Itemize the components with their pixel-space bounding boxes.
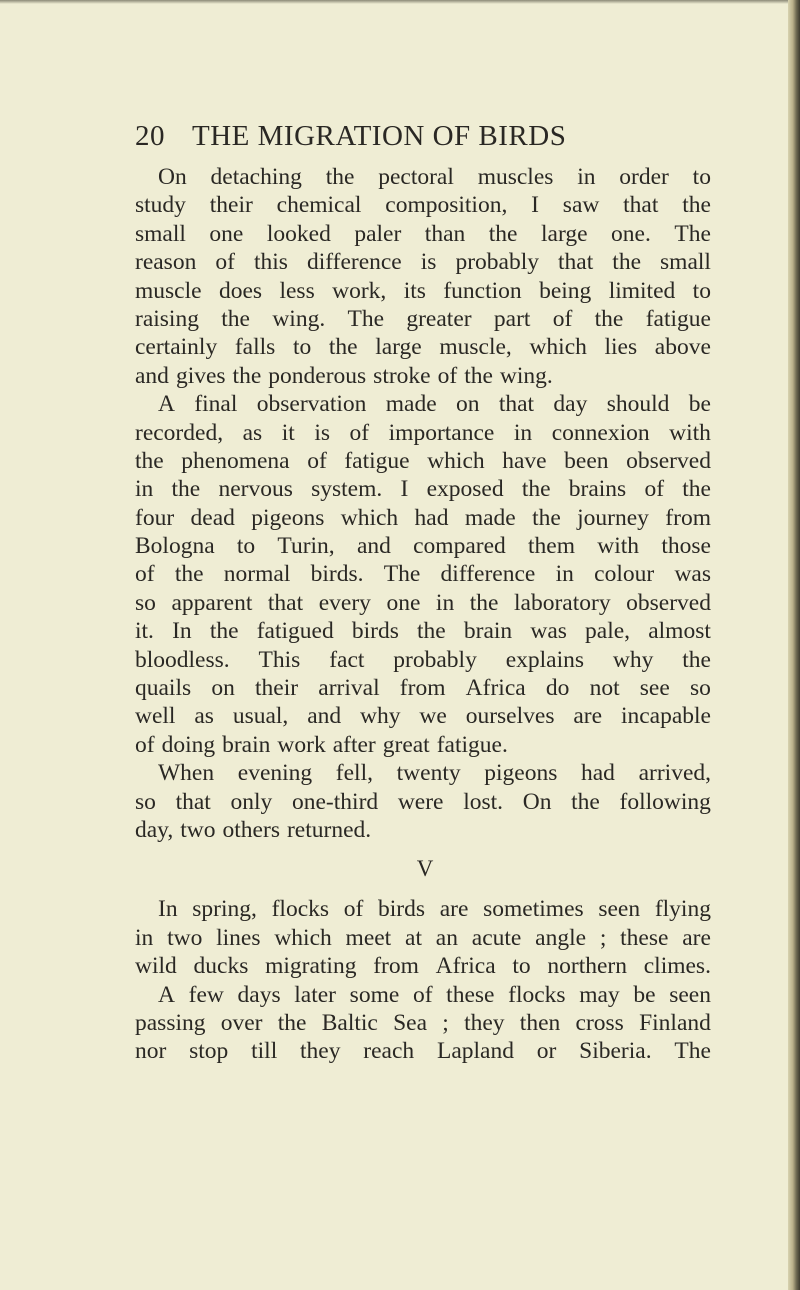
text-line: passing over the Baltic Sea ; they then cross Finland bbox=[135, 1009, 711, 1036]
text-line: raising the wing. The greater part of the fatigue bbox=[135, 305, 711, 332]
text-line: muscle does less work, its function being limited to bbox=[135, 277, 711, 304]
text-line: recorded, as it is of importance in connexion with bbox=[135, 419, 711, 446]
text-line: study their chemical composition, I saw that the bbox=[135, 192, 711, 219]
text-line: certainly falls to the large muscle, which lies above bbox=[135, 334, 711, 361]
text-line: and gives the ponderous stroke of the wing. bbox=[135, 362, 553, 389]
page-top-shadow bbox=[0, 0, 800, 4]
text-line: In spring, flocks of birds are sometimes seen flying bbox=[158, 896, 711, 923]
text-line: quails on their arrival from Africa do not see so bbox=[135, 675, 711, 702]
text-line: wild ducks migrating from Africa to northern climes. bbox=[135, 953, 711, 980]
text-line: bloodless. This fact probably explains why the bbox=[135, 646, 711, 673]
text-line: four dead pigeons which had made the journey from bbox=[135, 504, 711, 531]
text-line: A final observation made on that day should be bbox=[158, 391, 711, 418]
text-line: On detaching the pectoral muscles in order to bbox=[158, 164, 711, 190]
text-line: of the normal birds. The difference in colour was bbox=[135, 561, 711, 588]
page-edge-shadow bbox=[788, 0, 800, 1290]
text-line: of doing brain work after great fatigue. bbox=[135, 731, 508, 758]
text-line: day, two others returned. bbox=[135, 816, 372, 843]
page-header bbox=[135, 120, 715, 154]
text-line: so that only one-third were lost. On the following bbox=[135, 788, 711, 815]
section-heading: V bbox=[416, 856, 434, 882]
text-line: in two lines which meet at an acute angle ; these are bbox=[135, 924, 711, 951]
text-line: When evening fell, twenty pigeons had arrived, bbox=[158, 760, 711, 787]
page-number: 20 bbox=[135, 120, 165, 152]
text-line: in the nervous system. I exposed the brains of the bbox=[135, 476, 711, 503]
paragraphs-after-section bbox=[135, 895, 711, 1065]
running-head: THE MIGRATION OF BIRDS bbox=[192, 120, 567, 152]
body-text bbox=[135, 163, 711, 1066]
text-line: it. In the fatigued birds the brain was pale, almost bbox=[135, 618, 711, 645]
text-line: Bologna to Turin, and compared them with those bbox=[135, 533, 711, 560]
text-line: the phenomena of fatigue which have been observed bbox=[135, 447, 711, 474]
paragraphs-before-section bbox=[135, 163, 711, 844]
text-line: so apparent that every one in the laboratory observed bbox=[135, 589, 711, 616]
text-line: nor stop till they reach Lapland or Siberia. The bbox=[135, 1038, 711, 1065]
text-line: well as usual, and why we ourselves are incapable bbox=[135, 703, 711, 730]
text-line: A few days later some of these flocks may be seen bbox=[158, 981, 711, 1008]
text-line: small one looked paler than the large one. The bbox=[135, 220, 711, 247]
text-line: reason of this difference is probably that the small bbox=[135, 249, 711, 276]
